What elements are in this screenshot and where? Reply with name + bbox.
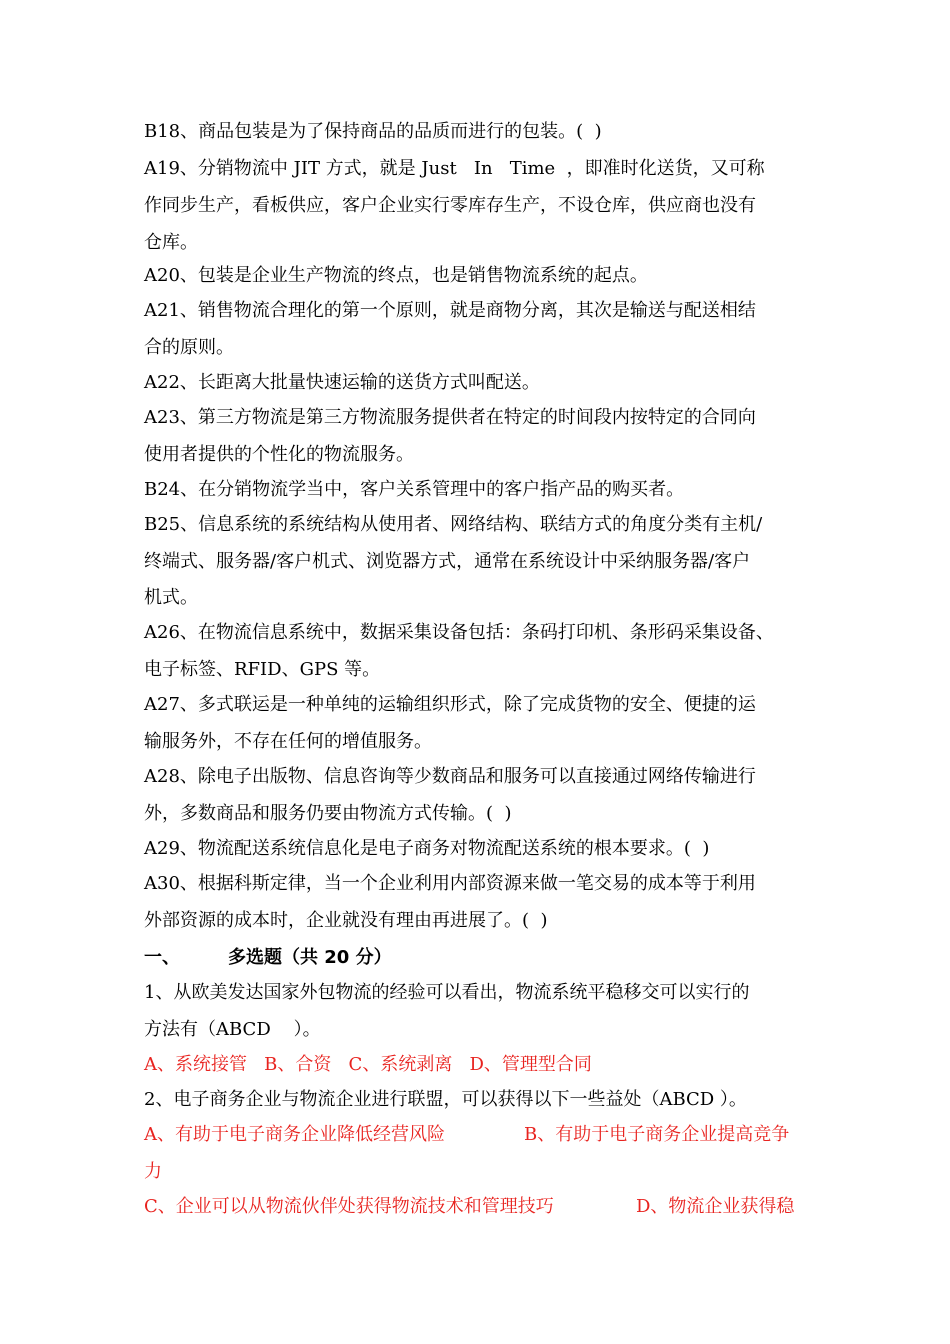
item-a29: A29、物流配送系统信息化是电子商务对物流配送系统的根本要求。( ) (144, 838, 710, 859)
item-a26-line1: A26、在物流信息系统中，数据采集设备包括：条码打印机、条形码采集设备、 (144, 622, 774, 643)
item-a19-line2: 作同步生产，看板供应，客户企业实行零库存生产，不设仓库，供应商也没有 (144, 195, 756, 216)
item-a19-line3: 仓库。 (144, 232, 198, 253)
mc2-option-b: B、有助于电子商务企业提高竞争 (524, 1124, 790, 1145)
item-a27-line2: 输服务外，不存在任何的增值服务。 (144, 731, 432, 752)
item-a22: A22、长距离大批量快速运输的送货方式叫配送。 (144, 372, 540, 393)
item-a30-line1: A30、根据科斯定律，当一个企业利用内部资源来做一笔交易的成本等于利用 (144, 873, 756, 894)
mc1-question-line1: 1、从欧美发达国家外包物流的经验可以看出，物流系统平稳移交可以实行的 (144, 982, 750, 1003)
item-b25-line2: 终端式、服务器/客户机式、浏览器方式，通常在系统设计中采纳服务器/客户 (144, 551, 751, 572)
item-a26-line2: 电子标签、RFID、GPS 等。 (144, 659, 381, 680)
item-a23-line1: A23、第三方物流是第三方物流服务提供者在特定的时间段内按特定的合同向 (144, 407, 756, 428)
item-a28-line1: A28、除电子出版物、信息咨询等少数商品和服务可以直接通过网络传输进行 (144, 766, 756, 787)
item-a28-line2: 外，多数商品和服务仍要由物流方式传输。( ) (144, 803, 512, 824)
mc2-option-b-cont: 力 (144, 1161, 162, 1182)
item-a30-line2: 外部资源的成本时，企业就没有理由再进展了。( ) (144, 910, 548, 931)
item-b18: B18、商品包装是为了保持商品的品质而进行的包装。( ) (144, 121, 602, 142)
section-title: 多选题（共 20 分） (228, 947, 392, 968)
item-a23-line2: 使用者提供的个性化的物流服务。 (144, 444, 414, 465)
section-heading (144, 946, 392, 970)
item-b25-line1: B25、信息系统的系统结构从使用者、网络结构、联结方式的角度分类有主机/ (144, 514, 763, 535)
item-a20: A20、包装是企业生产物流的终点，也是销售物流系统的起点。 (144, 265, 648, 286)
mc2-option-d: D、物流企业获得稳 (636, 1196, 795, 1217)
item-b24: B24、在分销物流学当中，客户关系管理中的客户指产品的购买者。 (144, 479, 685, 500)
item-a21-line2: 合的原则。 (144, 337, 234, 358)
mc1-question-line2: 方法有（ABCD ）。 (144, 1019, 321, 1040)
section-number: 一、 (144, 947, 180, 968)
mc2-option-a: A、有助于电子商务企业降低经营风险 (144, 1124, 445, 1145)
mc1-options: A、系统接管 B、合资 C、系统剥离 D、管理型合同 (144, 1054, 592, 1075)
item-a21-line1: A21、销售物流合理化的第一个原则，就是商物分离，其次是输送与配送相结 (144, 300, 756, 321)
mc2-option-c: C、企业可以从物流伙伴处获得物流技术和管理技巧 (144, 1196, 554, 1217)
mc2-question: 2、电子商务企业与物流企业进行联盟，可以获得以下一些益处（ABCD ）。 (144, 1089, 747, 1110)
item-b25-line3: 机式。 (144, 587, 198, 608)
item-a27-line1: A27、多式联运是一种单纯的运输组织形式，除了完成货物的安全、便捷的运 (144, 694, 756, 715)
item-a19-line1: A19、分销物流中 JIT 方式，就是 Just In Time ，即准时化送货，又可称 (144, 158, 765, 179)
